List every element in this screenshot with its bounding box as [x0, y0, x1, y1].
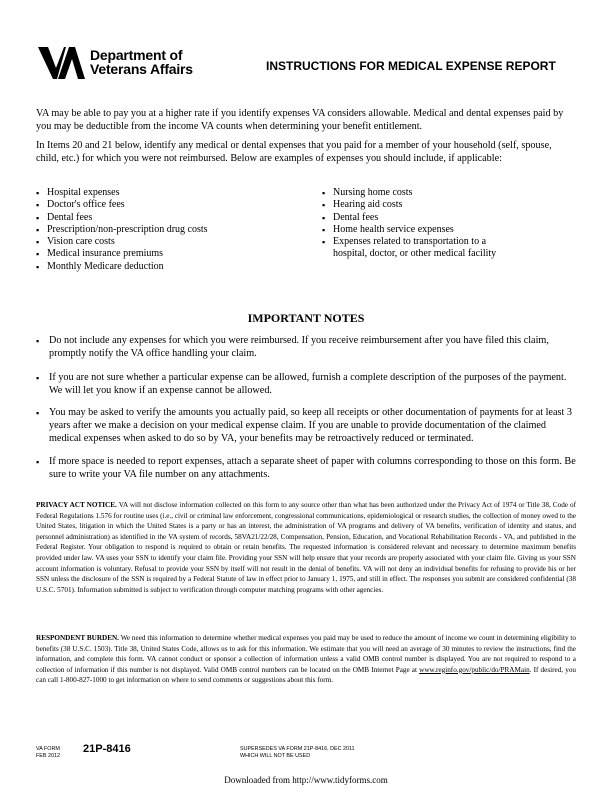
burden-label: RESPONDENT BURDEN.: [36, 634, 119, 642]
form-number: 21P-8416: [83, 743, 131, 755]
list-item: ▪ Nursing home costs: [322, 187, 512, 199]
download-source: Downloaded from http://www.tidyforms.com: [224, 775, 388, 785]
form-date: FEB 2012: [36, 753, 60, 759]
privacy-act-notice: [36, 500, 576, 595]
note-text: If more space is needed to report expenses, attach a separate sheet of paper with columns corresponding to those on this form. Be sure to write your VA file number on any attachments.: [49, 456, 576, 480]
note-text: If you are not sure whether a particular expense can be allowed, furnish a complete description of the purposes of the payment. We will let you know if an expense cannot be allowed.: [49, 372, 567, 396]
expenses-list-right: [322, 187, 512, 261]
va-form-label: [36, 746, 60, 760]
list-item: ▪ Doctor's office fees: [36, 199, 306, 211]
respondent-burden: [36, 633, 576, 686]
bullet-icon: ▪: [36, 457, 40, 467]
va-logo-icon: [36, 44, 86, 82]
intro-paragraph-2: In Items 20 and 21 below, identify any medical or dental expenses that you paid for a member of your household (self, spouse, child, etc.) for which you were not reimbursed. Below are examples of expenses you should include, if applicable:: [36, 140, 552, 164]
supersedes-note: [240, 746, 355, 760]
expenses-list-left: [36, 187, 306, 273]
bullet-icon: ▪: [36, 373, 40, 383]
list-item: ▪ Hospital expenses: [36, 187, 306, 199]
list-item: ▪ Expenses related to transportation to a hospital, doctor, or other medical facility: [322, 236, 512, 261]
list-item: ▪ Home health service expenses: [322, 224, 512, 236]
note-item: [36, 335, 576, 361]
note-text: Do not include any expenses for which you were reimbursed. If you receive reimbursement after you have filed this claim, promptly notify the VA office handling your claim.: [49, 335, 549, 359]
list-item: ▪ Vision care costs: [36, 236, 306, 248]
privacy-text: VA will not disclose information collected on this form to any source other than what has been authorized under the Privacy Act of 1974 or Title 38, Code of Federal Regulations 1.576 for routine uses (i.e., civil or criminal law enforcement, congressional communications, epidemiological or research studies, the collection of money owed to the United States, litigation in which the United States is a party or has an interest, the administration of VA programs and delivery of VA benefits, verification of identity and status, and personnel administration) as identified in the VA system of records, 58VA21/22/28, Compensation, Pension, Education, and Vocational Rehabilitation Records - VA, and published in the Federal Register. Your obligation to respond is required to obtain or retain benefits. The requested information is considered relevant and necessary to determine maximum benefits provided under law. VA uses your SSN to identify your claim file. Providing your SSN will help ensure that your records are properly associated with your claim file. Giving us your SSN account information is voluntary. Refusal to provide your SSN by itself will not result in the denial of benefits. VA will not deny an individual benefits for refusing to provide his or her SSN unless the disclosure of the SSN is required by a Federal Statute of law in effect prior to January 1, 1975, and still in effect. The responses you submit are considered confidential (38 U.S.C. 5701). Information submitted is subject to verification through computer matching programs with other agencies.: [36, 501, 577, 594]
header: [36, 44, 576, 84]
supersedes-line2: WHICH WILL NOT BE USED: [240, 753, 311, 759]
note-item: [36, 407, 576, 445]
list-item: ▪ Dental fees: [36, 212, 306, 224]
agency-name-line2: Veterans Affairs: [90, 61, 193, 77]
bullet-icon: ▪: [36, 408, 40, 418]
intro-paragraph-1: VA may be able to pay you at a higher rate if you identify expenses VA considers allowable. Medical and dental expenses paid by you may be deductible from the income VA counts when determining your benefit entitlement.: [36, 108, 564, 132]
list-item: ▪ Hearing aid costs: [322, 199, 512, 211]
note-item: [36, 372, 576, 398]
burden-text-end: . If desired, you can call 1-800-827-1000 to get information on where to send comments or suggestions about this form.: [36, 665, 577, 685]
agency-name-line1: Department of: [90, 47, 183, 63]
list-item: ▪ Dental fees: [322, 212, 512, 224]
list-item: ▪ Monthly Medicare deduction: [36, 261, 306, 273]
va-form-text: VA FORM: [36, 746, 60, 752]
list-item: ▪ Medical insurance premiums: [36, 248, 306, 260]
agency-name: [90, 48, 193, 76]
omb-link[interactable]: www.reginfo.gov/public/do/PRAMain: [419, 665, 530, 674]
burden-text: We need this information to determine whether medical expenses you paid may be used to reduce the amount of income we count in determining eligibility to benefits (38 U.S.C. 1503). Title 38, United States Code, allows us to ask for this information. We estimate that you will need an average of 30 minutes to review the instructions, find the information, and complete this form. VA cannot conduct or sponsor a collection of information unless a valid OMB control number is displayed. You are not required to respond to a collection of information if this number is not displayed. Valid OMB control numbers can be located on the OMB Internet Page at: [36, 634, 577, 674]
important-notes-heading: IMPORTANT NOTES: [247, 311, 365, 325]
note-item: [36, 456, 576, 482]
bullet-icon: ▪: [36, 336, 40, 346]
privacy-label: PRIVACY ACT NOTICE.: [36, 501, 117, 509]
note-text: You may be asked to verify the amounts you actually paid, so keep all receipts or other documentation of payments for at least 3 years after we make a decision on your medical expense claim. If you are unable to provide documentation of the claimed medical expenses when asked to do so by VA, your benefits may be retroactively reduced or terminated.: [49, 407, 572, 444]
form-title: INSTRUCTIONS FOR MEDICAL EXPENSE REPORT: [266, 59, 556, 73]
supersedes-line1: SUPERSEDES VA FORM 21P-8416, DEC 2011: [240, 746, 355, 752]
list-item: ▪ Prescription/non-prescription drug costs: [36, 224, 306, 236]
